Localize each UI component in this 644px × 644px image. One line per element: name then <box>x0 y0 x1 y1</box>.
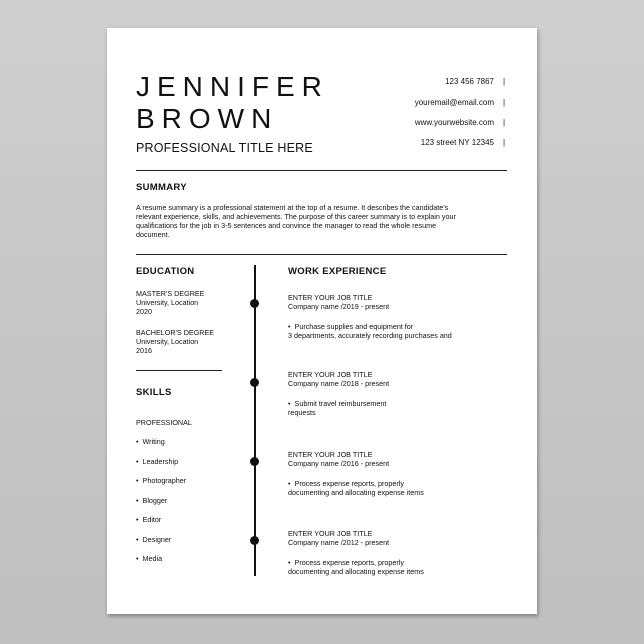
skill-item: • Designer <box>136 535 171 544</box>
contact-address: 123 street NY 12345 <box>420 138 494 147</box>
job-title: ENTER YOUR JOB TITLE <box>288 529 373 538</box>
skills-heading: SKILLS <box>136 387 172 398</box>
contact-separator: | <box>503 138 506 147</box>
summary-line: document. <box>136 230 170 239</box>
skills-subheading: PROFESSIONAL <box>136 418 192 427</box>
skill-item: • Photographer <box>136 476 186 485</box>
education-heading: EDUCATION <box>136 266 195 277</box>
contact-separator: | <box>503 98 506 107</box>
education-item <box>136 328 214 355</box>
job-bullet-continued: documenting and allocating expense items <box>288 567 424 576</box>
skill-item: • Blogger <box>136 496 167 505</box>
contact-separator: | <box>503 118 506 127</box>
job-entry <box>288 450 424 497</box>
skill-item: • Writing <box>136 437 165 446</box>
timeline-line <box>254 265 256 576</box>
education-degree: MASTER'S DEGREE <box>136 289 205 298</box>
contact-separator: | <box>503 77 506 86</box>
summary-heading: SUMMARY <box>136 182 187 193</box>
job-title: ENTER YOUR JOB TITLE <box>288 293 373 302</box>
timeline-dot <box>250 378 259 387</box>
job-entry <box>288 529 424 576</box>
job-bullet-continued: documenting and allocating expense items <box>288 488 424 497</box>
name-last: BROWN <box>136 103 279 134</box>
job-entry <box>288 370 389 417</box>
skill-item: • Leadership <box>136 457 178 466</box>
name-first: JENNIFER <box>136 71 329 102</box>
education-year: 2020 <box>136 307 152 316</box>
skill-item: • Media <box>136 554 162 563</box>
skill-item: • Editor <box>136 515 161 524</box>
job-bullet: • Process expense reports, properly <box>288 558 424 567</box>
job-title: ENTER YOUR JOB TITLE <box>288 370 373 379</box>
job-company: Company name /2019 - present <box>288 302 390 311</box>
job-bullet: • Submit travel reimbursement <box>288 399 389 408</box>
job-bullet-continued: 3 departments, accurately recording purchases and <box>288 331 452 340</box>
education-school: University, Location <box>136 298 199 307</box>
summary-line: A resume summary is a professional statement at the top of a resume. It describes the candidate's <box>136 203 449 212</box>
job-company: Company name /2018 - present <box>288 379 390 388</box>
timeline-dot <box>250 536 259 545</box>
header-divider <box>136 170 507 171</box>
job-bullet: • Process expense reports, properly <box>288 479 424 488</box>
summary-text <box>136 203 507 239</box>
education-degree: BACHELOR'S DEGREE <box>136 328 215 337</box>
job-bullet: • Purchase supplies and equipment for <box>288 322 452 331</box>
contact-phone: 123 456 7867 <box>445 77 494 86</box>
job-company: Company name /2016 - present <box>288 459 390 468</box>
summary-divider <box>136 254 507 255</box>
job-entry <box>288 293 452 340</box>
resume-page <box>107 28 537 614</box>
work-heading: WORK EXPERIENCE <box>288 266 387 277</box>
education-school: University, Location <box>136 337 199 346</box>
job-company: Company name /2012 - present <box>288 538 390 547</box>
professional-title: PROFESSIONAL TITLE HERE <box>136 141 313 155</box>
contact-website: www.yourwebsite.com <box>414 118 494 127</box>
job-bullet-continued: requests <box>288 408 316 417</box>
summary-line: relevant experience, skills, and achievements. The purpose of this career summary is to explain your <box>136 212 456 221</box>
timeline-dot <box>250 457 259 466</box>
contact-email: youremail@email.com <box>414 98 494 107</box>
job-title: ENTER YOUR JOB TITLE <box>288 450 373 459</box>
education-year: 2016 <box>136 346 152 355</box>
timeline-dot <box>250 299 259 308</box>
education-divider <box>136 370 222 371</box>
education-item <box>136 289 204 316</box>
summary-line: qualifications for the job in 3-5 sentences and convince the manager to read the whole resume <box>136 221 437 230</box>
